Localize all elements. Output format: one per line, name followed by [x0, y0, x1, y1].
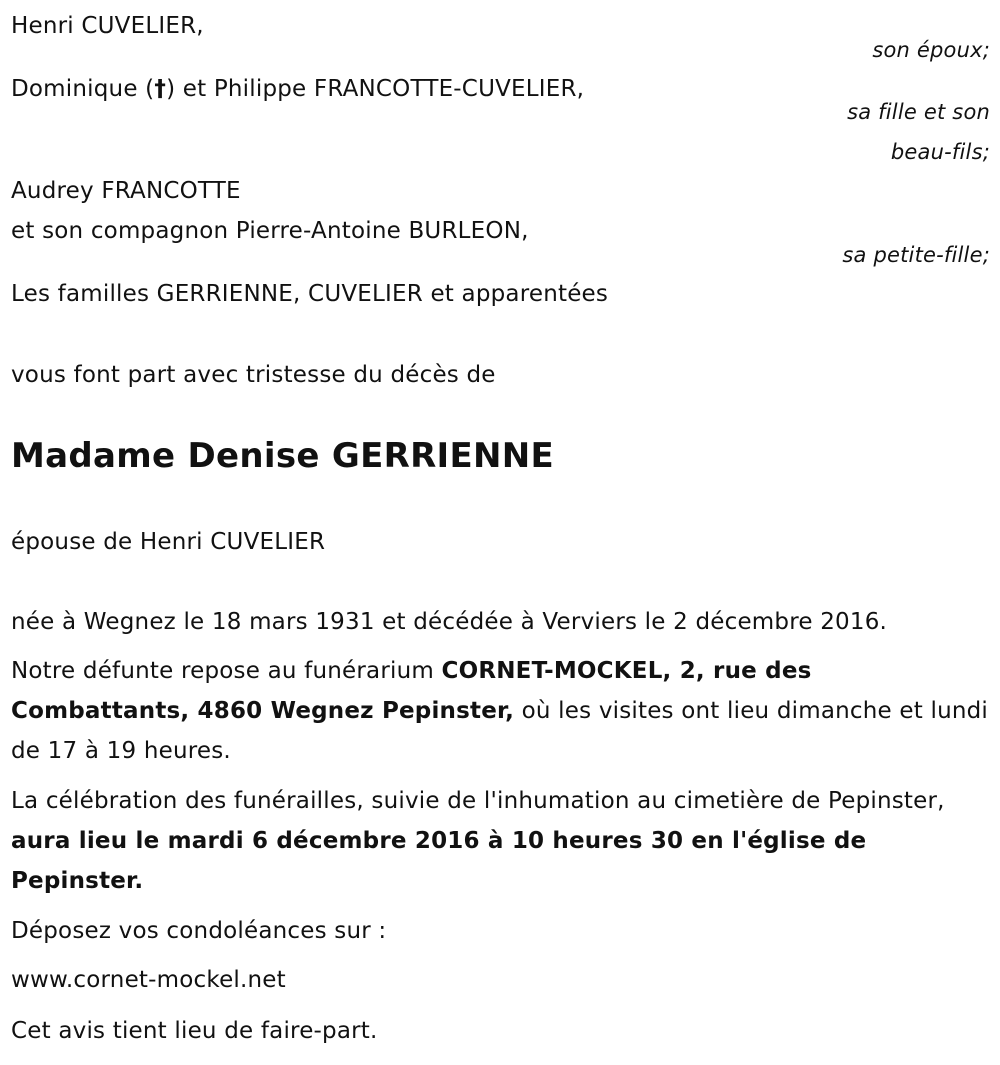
repose-post: où les visites ont lieu dimanche et lundi de 17 à 19 heures. [11, 698, 989, 764]
ceremony-paragraph [11, 781, 996, 901]
repose-pre: Notre défunte repose au funérarium [11, 658, 442, 684]
granddaughter-line2: et son compagnon Pierre-Antoine BURLEON, [11, 218, 529, 244]
ceremony-pre: La célébration des funérailles, suivie de l'inhumation au cimetière de Pepinster, [11, 788, 945, 814]
repose-location: CORNET-MOCKEL, 2, rue des Combattants, 4860 Wegnez Pepinster, [11, 658, 812, 724]
closing-line: Cet avis tient lieu de faire-part. [11, 1018, 378, 1044]
husband-role: son époux; [872, 38, 990, 62]
daughter-pre: Dominique ( [11, 76, 155, 102]
spouse-line: épouse de Henri CUVELIER [11, 529, 326, 555]
daughter-line [11, 74, 584, 104]
cross-icon: † [154, 76, 167, 102]
condolences-label: Déposez vos condoléances sur : [11, 918, 387, 944]
ceremony-details: aura lieu le mardi 6 décembre 2016 à 10 heures 30 en l'église de Pepinster. [11, 828, 867, 894]
birth-death-line: née à Wegnez le 18 mars 1931 et décédée à Verviers le 2 décembre 2016. [11, 609, 888, 635]
website-link[interactable]: www.cornet-mockel.net [11, 967, 286, 993]
intro-line: vous font part avec tristesse du décès de [11, 362, 496, 388]
deceased-name: Madame Denise GERRIENNE [11, 436, 555, 476]
daughter-role-1: sa fille et son [847, 100, 990, 124]
repose-paragraph [11, 651, 996, 771]
families-line: Les familles GERRIENNE, CUVELIER et apparentées [11, 281, 609, 307]
husband-name: Henri CUVELIER, [11, 13, 204, 39]
daughter-post: ) et Philippe FRANCOTTE-CUVELIER, [166, 76, 585, 102]
daughter-role-2: beau-fils; [890, 140, 990, 164]
granddaughter-role: sa petite-fille; [842, 243, 990, 267]
granddaughter-line1: Audrey FRANCOTTE [11, 178, 241, 204]
